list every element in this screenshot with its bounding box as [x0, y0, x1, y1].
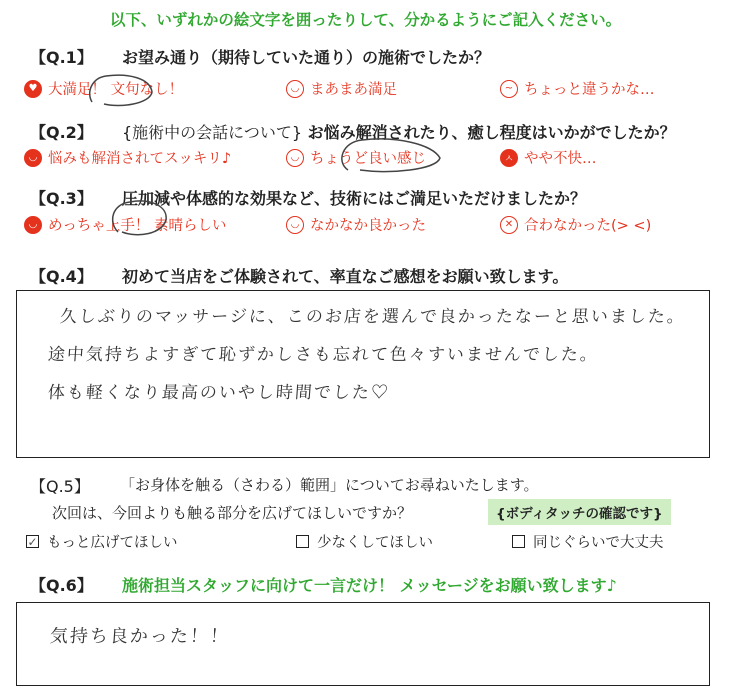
content-face-icon: ◡ [286, 216, 304, 234]
q5-number: 【Q.5】 [30, 477, 90, 496]
q6-question: 施術担当スタッフに向けて一言だけ！ メッセージをお願い致します♪ [122, 576, 617, 595]
q2-circle-mark [342, 139, 440, 172]
q3-number: 【Q.3】 [30, 189, 93, 208]
q1-option-3[interactable]: ~ ちょっと違うかな… [500, 78, 655, 99]
q1-option-2[interactable]: ◡ まあまあ満足 [286, 78, 397, 99]
q5-question: 「お身体を触る（さわる）範囲」についてお尋ねいたします。 [120, 476, 539, 494]
q4-answer-line-2: 途中気持ちよすぎて恥ずかしさも忘れて色々すいませんでした。 [47, 345, 600, 365]
grin-face-icon: ◡ [24, 216, 42, 234]
q3-option-1[interactable]: ◡ めっちゃ上手！ 素晴らしい [24, 214, 226, 235]
instruction-text: 以下、いずれかの絵文字を囲ったりして、分かるようにご記入ください。 [109, 11, 622, 29]
q5-subquestion: 次回は、今回よりも触る部分を広げてほしいですか？ [52, 504, 413, 522]
angry-face-icon: ㅅ [500, 149, 518, 167]
happy-face-icon: ◡ [286, 149, 304, 167]
q5-option-1[interactable]: ✓ もっと広げてほしい [27, 534, 178, 551]
q2-option-2[interactable]: ◡ ちょうど良い感じ [286, 147, 426, 168]
q2-number: 【Q.2】 [30, 123, 93, 142]
body-touch-note: {ボディタッチの確認です} [488, 499, 671, 525]
q5-option-2[interactable]: 少なくしてほしい [296, 531, 433, 552]
confused-face-icon: ~ [500, 80, 518, 98]
q4-number: 【Q.4】 [30, 267, 93, 286]
q5-option-3[interactable]: 同じぐらいで大丈夫 [512, 531, 664, 552]
q6-answer: 気持ち良かった！！ [49, 626, 231, 647]
q1-number: 【Q.1】 [30, 48, 93, 67]
q3-option-2[interactable]: ◡ なかなか良かった [286, 214, 426, 235]
q4-answer-line-1: 久しぶりのマッサージに、このお店を選んで良かったなーと思いました。 [59, 307, 687, 327]
q1-option-1[interactable]: ♥ 大満足！ 文句なし！ [24, 78, 183, 99]
q4-answer-line-3: 体も軽くなり最高のいやし時間でした♡ [47, 383, 391, 403]
q6-number: 【Q.6】 [30, 576, 93, 595]
q2-question: {施術中の会話について} お悩み解消されたり、癒し程度はいかがでしたか？ [122, 123, 676, 142]
smile-face-icon: ◡ [286, 80, 304, 98]
q2-option-3[interactable]: ㅅ やや不快… [500, 147, 597, 168]
q3-circle-mark [113, 201, 167, 235]
q3-question: 圧加減や体感的な効果など、技術にはご満足いただけましたか？ [122, 189, 587, 208]
q4-question: 初めて当店をご体験されて、率直なご感想をお願い致します。 [122, 267, 569, 286]
heart-eyes-face-icon: ♥ [24, 80, 42, 98]
q2-option-1[interactable]: ◡ 悩みも解消されてスッキリ♪ [24, 147, 231, 168]
q1-question: お望み通り（期待していた通り）の施術でしたか？ [122, 48, 491, 67]
q3-option-3[interactable]: ✕ 合わなかった(> <) [500, 214, 651, 235]
checkbox-checked-icon[interactable]: ✓ [27, 534, 38, 549]
q1-circle-mark [90, 75, 152, 105]
laughing-face-icon: ◡ [24, 149, 42, 167]
frustrated-face-icon: ✕ [500, 216, 518, 234]
